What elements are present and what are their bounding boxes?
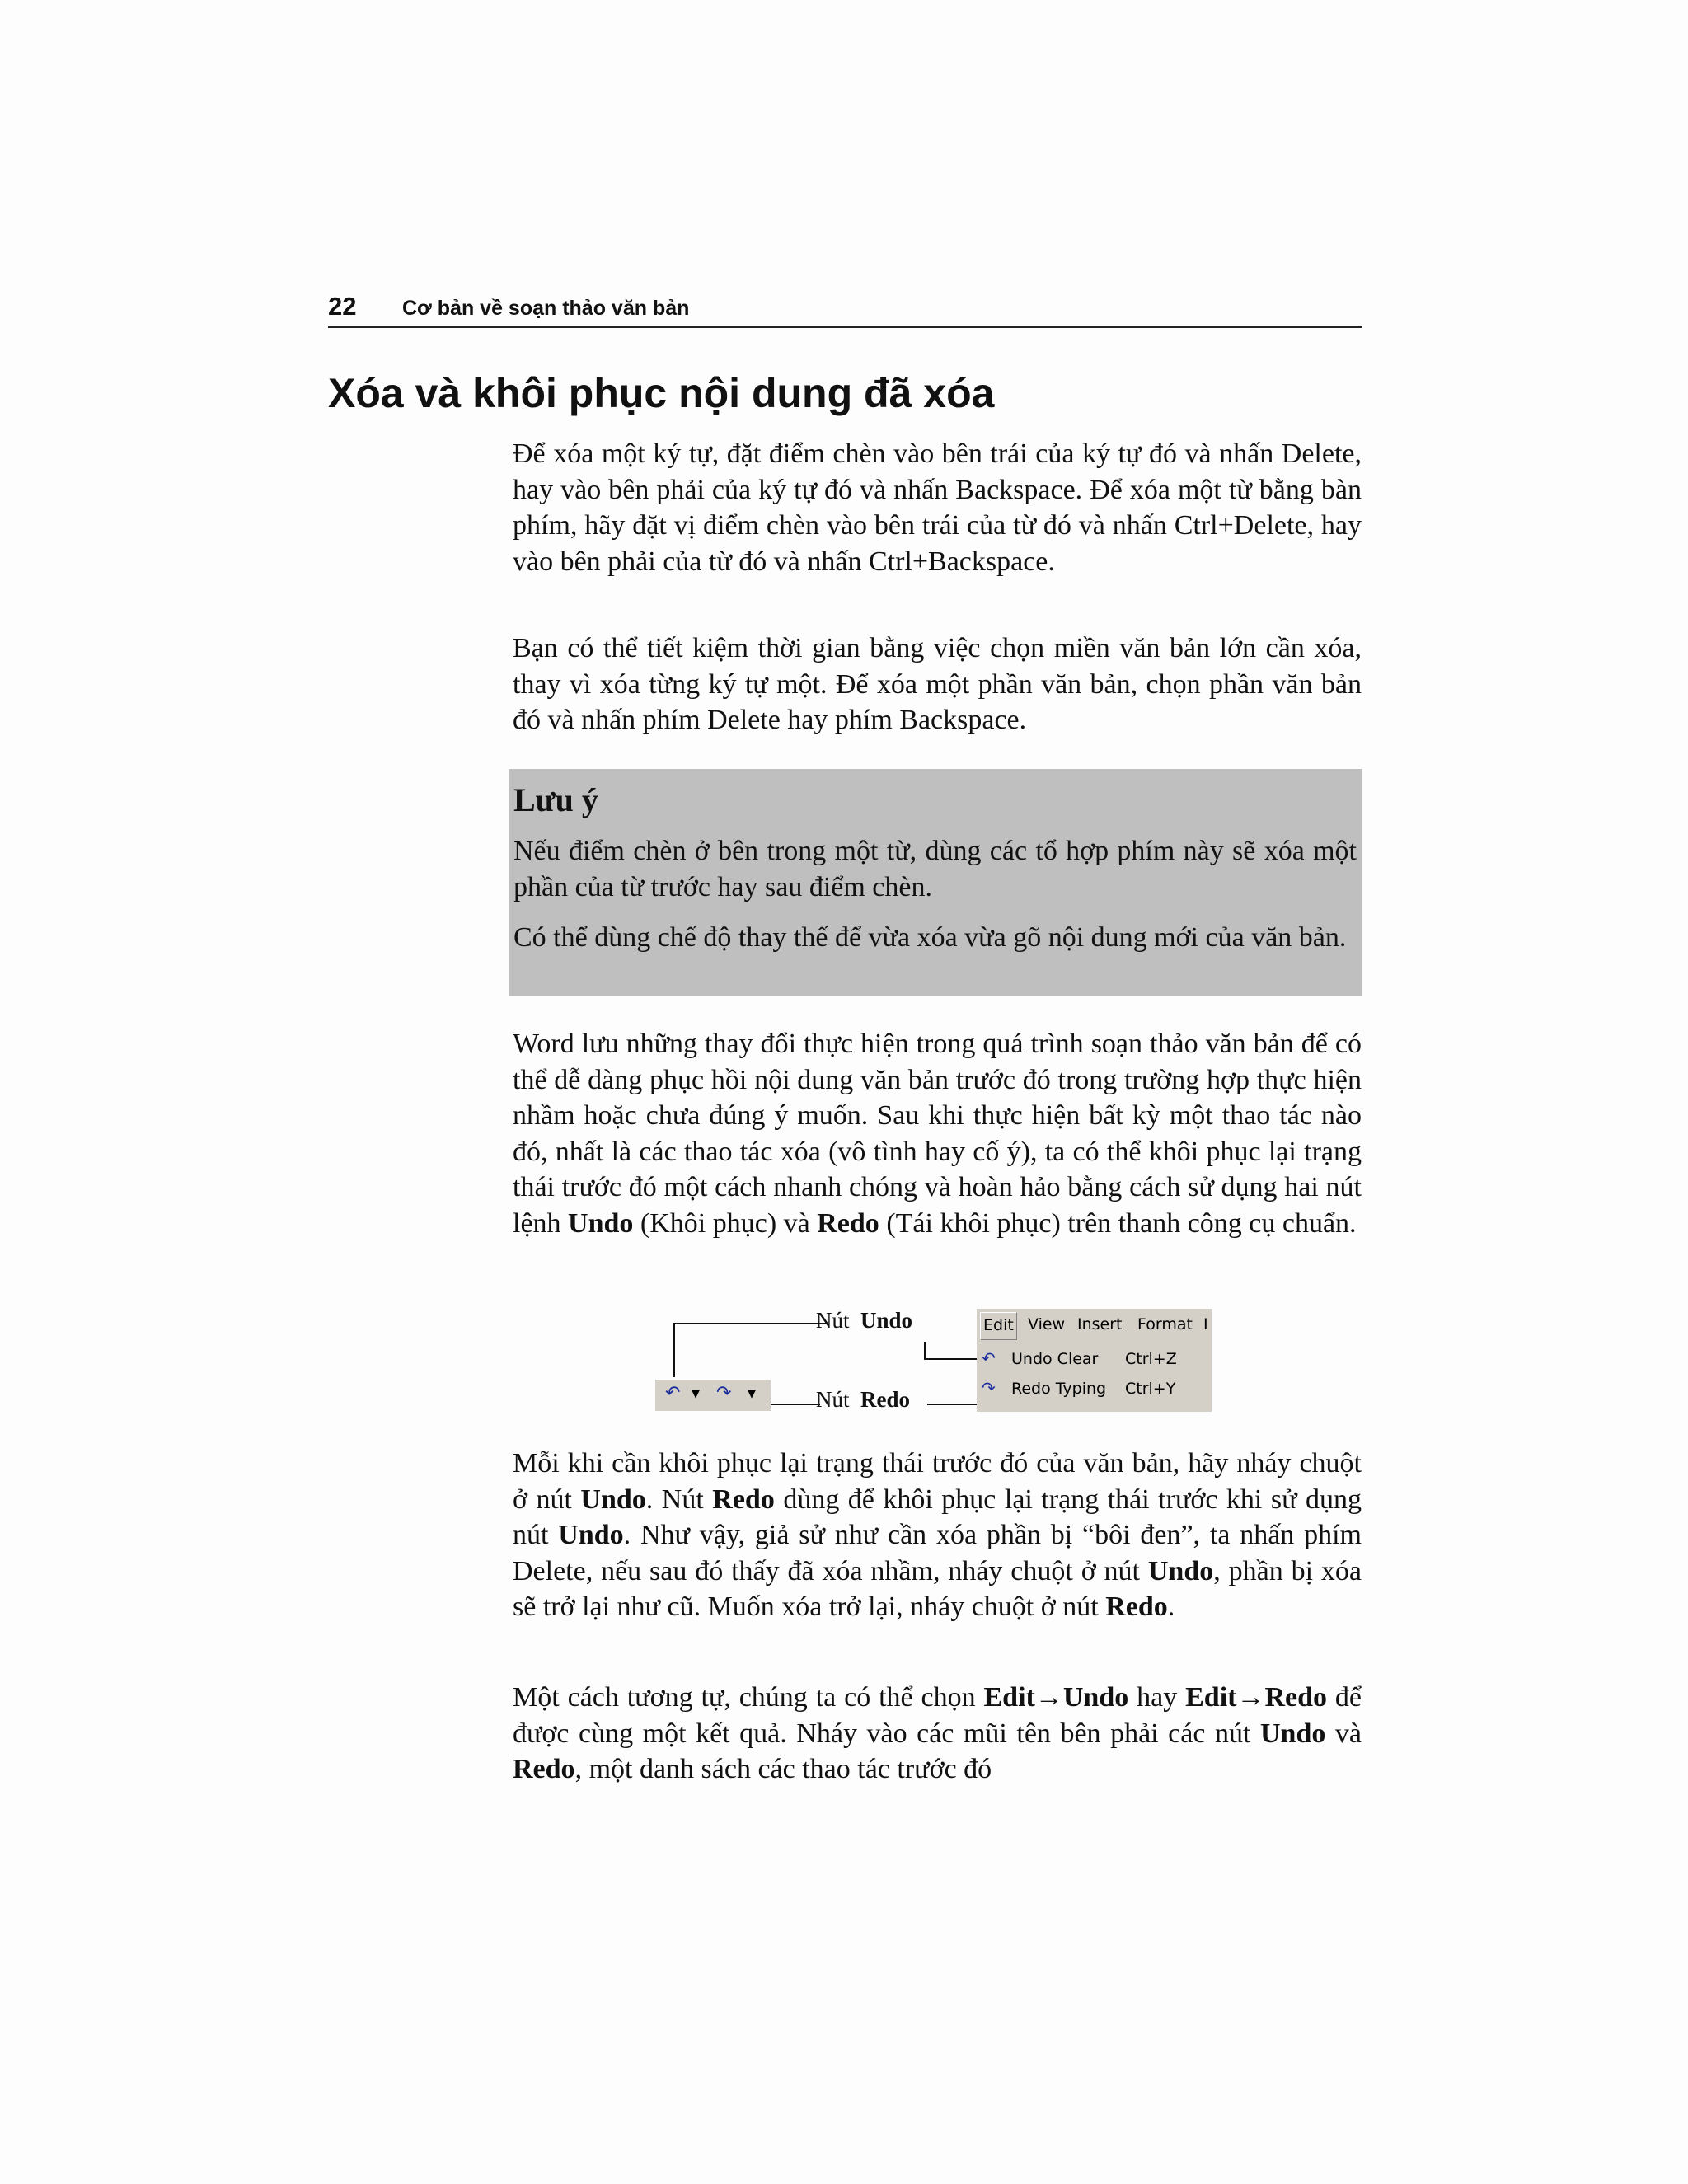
- bold-run: Undo: [558, 1520, 624, 1550]
- menu-item-label: Undo Clear: [1011, 1350, 1099, 1368]
- text-run: Word lưu những thay đổi thực hiện trong quá trình soạn thảo văn bản để có thể dễ dàng phục hồi nội dung văn bản trước đó trong trường hợp thực hiện nhầm hoặc chưa đúng ý muốn. Sau khi thực hiện bất kỳ một thao tác nào đó, nhất là các thao tác xóa (vô tình hay cố ý), ta có thể khôi phục lại trạng thái trước đó một cách nhanh chóng và hoàn hảo bằng cách sử dụng hai nút lệnh: [513, 1029, 1362, 1239]
- undo-dropdown-icon[interactable]: ▼: [692, 1388, 700, 1400]
- undo-arrow-icon: ↶: [982, 1348, 996, 1368]
- bold-run: Undo: [1147, 1555, 1214, 1586]
- text-run: hay: [1128, 1682, 1186, 1713]
- note-title: Lưu ý: [513, 781, 598, 818]
- menu-view[interactable]: View: [1028, 1315, 1066, 1333]
- text-run: , phần bị xóa sẽ trở lại như cũ. Muốn xóa trở lại, nháy chuột ở nút: [513, 1555, 1362, 1622]
- menu-item-label: Redo Typing: [1011, 1380, 1107, 1398]
- running-title: Cơ bản về soạn thảo văn bản: [402, 297, 690, 320]
- redo-dropdown-icon[interactable]: ▼: [748, 1388, 756, 1400]
- body-paragraph-4: [513, 1446, 1362, 1625]
- redo-arrow-icon[interactable]: ↷: [716, 1383, 732, 1404]
- body-paragraph-2-wrap: [513, 630, 1362, 738]
- text-run: . Nút: [645, 1483, 713, 1515]
- bold-run: Undo: [580, 1483, 646, 1515]
- body-paragraph-5-wrap: [513, 1680, 1362, 1788]
- label-word: Redo: [860, 1387, 910, 1412]
- text-run: , một danh sách các thao tác trước đó: [574, 1754, 992, 1784]
- note-paragraph-1: Nếu điểm chèn ở bên trong một từ, dùng các tổ hợp phím này sẽ xóa một phần của từ trước hay sau điểm chèn.: [513, 836, 1357, 902]
- menu-item-shortcut: Ctrl+Z: [1125, 1350, 1177, 1368]
- label-prefix: Nút: [816, 1387, 850, 1412]
- body-paragraph-5: [513, 1680, 1362, 1788]
- label-word: Undo: [860, 1308, 913, 1333]
- page-number: 22: [328, 292, 357, 321]
- undo-redo-figure: [655, 1305, 1216, 1416]
- menu-item-undo-clear[interactable]: [977, 1345, 1212, 1375]
- bold-run: Redo: [712, 1483, 775, 1515]
- callout-line-undo-horizontal: [673, 1323, 828, 1324]
- menu-item-redo-typing[interactable]: [977, 1375, 1212, 1404]
- text-run: . Như vậy, giả sử như cần xóa phần bị “bôi đen”, ta nhấn phím Delete, nếu sau đó thấy đã xóa nhầm, nháy chuột ở nút: [513, 1520, 1362, 1586]
- bold-run: Redo: [513, 1754, 575, 1784]
- bold-run: Undo: [1259, 1718, 1326, 1749]
- text-run: Một cách tương tự, chúng ta có thể chọn: [513, 1682, 984, 1713]
- body-paragraph-4-wrap: [513, 1446, 1362, 1625]
- standard-toolbar-fragment: [655, 1379, 771, 1411]
- text-run: (Khôi phục) và: [633, 1207, 818, 1239]
- text-run: và: [1325, 1718, 1362, 1749]
- text-run: để được cùng một kết quả. Nháy vào các mũi tên bên phải các nút: [513, 1682, 1362, 1749]
- undo-arrow-icon[interactable]: ↶: [665, 1383, 681, 1404]
- bold-run: Edit→Undo: [983, 1682, 1129, 1713]
- body-paragraph-3: [513, 1026, 1362, 1241]
- menu-item-shortcut: Ctrl+Y: [1125, 1380, 1176, 1398]
- label-prefix: Nút: [816, 1308, 850, 1333]
- menu-insert[interactable]: Insert: [1077, 1315, 1123, 1333]
- bold-run: Redo: [817, 1207, 879, 1239]
- bold-run: Undo: [568, 1207, 634, 1239]
- bold-run: Redo: [1105, 1591, 1168, 1622]
- callout-line-undo-vertical: [673, 1323, 675, 1377]
- bold-run: Edit→Redo: [1185, 1682, 1328, 1713]
- note-box: [509, 769, 1362, 996]
- text-run: dùng để khôi phục lại trạng thái trước khi sử dụng nút: [513, 1483, 1362, 1550]
- text-run: .: [1167, 1591, 1175, 1622]
- callout-line-undo-menu-vertical: [924, 1342, 926, 1360]
- label-redo-button: [816, 1387, 910, 1413]
- label-undo-button: [816, 1308, 912, 1333]
- edit-menu-screenshot: [977, 1309, 1212, 1412]
- menu-edit[interactable]: Edit: [980, 1312, 1017, 1340]
- body-paragraph-1-wrap: [513, 436, 1362, 579]
- text-run: (Tái khôi phục) trên thanh công cụ chuẩn.: [879, 1207, 1357, 1239]
- menu-overflow[interactable]: I: [1203, 1315, 1208, 1333]
- redo-arrow-icon: ↷: [982, 1378, 996, 1398]
- section-title: Xóa và khôi phục nội dung đã xóa: [328, 370, 995, 416]
- note-paragraph-2: Có thể dùng chế độ thay thế để vừa xóa vừa gõ nội dung mới của văn bản.: [513, 922, 1347, 953]
- body-paragraph-2: Bạn có thể tiết kiệm thời gian bằng việc chọn miền văn bản lớn cần xóa, thay vì xóa từng ký tự một. Để xóa một phần văn bản, chọn phần văn bản đó và nhấn phím Delete hay phím Backspace.: [513, 633, 1362, 735]
- menu-bar: [977, 1309, 1212, 1342]
- text-run: Mỗi khi cần khôi phục lại trạng thái trước đó của văn bản, hãy nháy chuột ở nút: [513, 1448, 1362, 1515]
- page-header: [328, 288, 1362, 328]
- menu-format[interactable]: Format: [1137, 1315, 1193, 1333]
- body-paragraph-1: Để xóa một ký tự, đặt điểm chèn vào bên trái của ký tự đó và nhấn Delete, hay vào bên phải của ký tự đó và nhấn Backspace. Để xóa một từ bằng bàn phím, hãy đặt vị điểm chèn vào bên trái của từ đó và nhấn Ctrl+Delete, hay vào bên phải của từ đó và nhấn Ctrl+Backspace.: [513, 438, 1362, 577]
- body-paragraph-3-wrap: [513, 1026, 1362, 1241]
